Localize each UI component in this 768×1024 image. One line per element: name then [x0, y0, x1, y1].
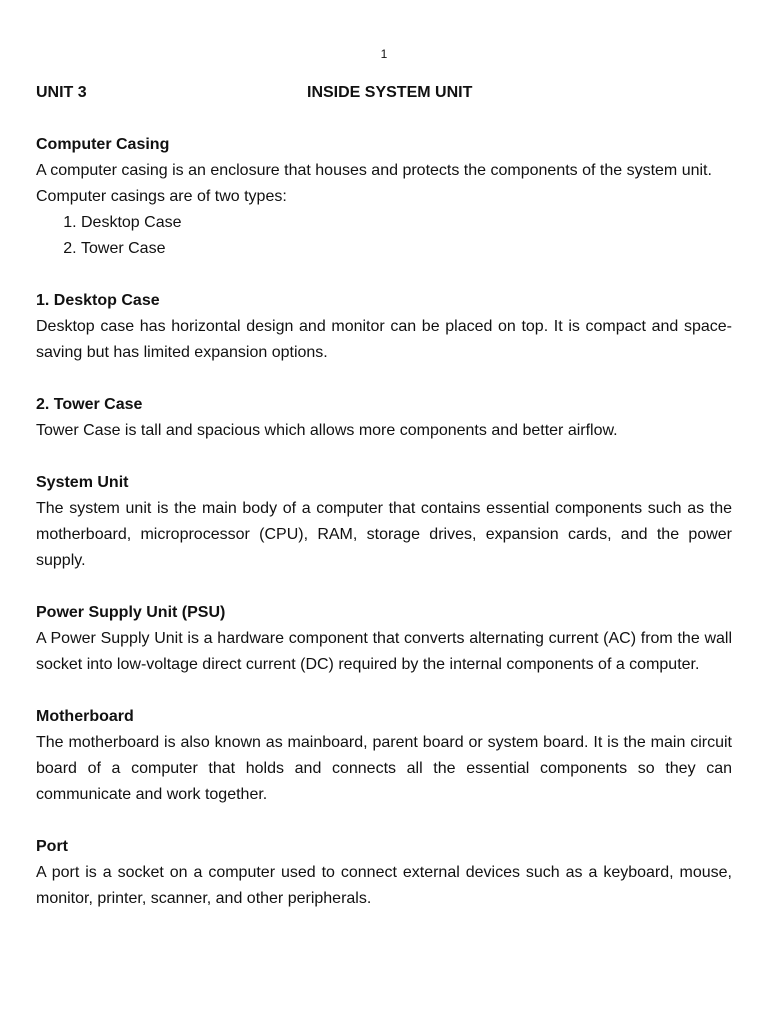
document-header [36, 80, 732, 106]
section-heading: Port [36, 838, 68, 855]
spacer [36, 366, 732, 392]
section-heading: 2. Tower Case [36, 396, 143, 413]
section-heading: 1. Desktop Case [36, 292, 160, 309]
section-text: Tower Case is tall and spacious which allows more components and better airflow. [36, 422, 618, 439]
spacer [36, 678, 732, 704]
section-text: A computer casing is an enclosure that houses and protects the components of the system unit. [36, 162, 712, 179]
section-tower-case [36, 392, 732, 444]
section-text: A Power Supply Unit is a hardware component that converts alternating current (AC) from the wall socket into low-voltage direct current (DC) required by the internal components of a computer. [36, 630, 732, 673]
list-item: 1. Desktop Case [81, 210, 732, 236]
section-desktop-case [36, 288, 732, 366]
section-heading: Power Supply Unit (PSU) [36, 604, 226, 621]
types-intro: Computer casings are of two types: [36, 188, 287, 205]
document-title: INSIDE SYSTEM UNIT [307, 84, 473, 101]
section-computer-casing [36, 132, 732, 262]
unit-label: UNIT 3 [36, 84, 87, 101]
section-text: A port is a socket on a computer used to connect external devices such as a keyboard, mouse, monitor, printer, scanner, and other peripherals. [36, 864, 732, 907]
page-number: 1 [380, 47, 388, 61]
section-port [36, 834, 732, 912]
section-text: Desktop case has horizontal design and monitor can be placed on top. It is compact and space-saving but has limited expansion options. [36, 318, 732, 361]
section-heading: System Unit [36, 474, 129, 491]
section-psu [36, 600, 732, 678]
section-motherboard [36, 704, 732, 808]
document-body [36, 80, 732, 912]
section-heading: Computer Casing [36, 136, 170, 153]
section-system-unit [36, 470, 732, 574]
spacer [36, 808, 732, 834]
spacer [36, 262, 732, 288]
section-text: The motherboard is also known as mainboard, parent board or system board. It is the main circuit board of a computer that holds and connects all the essential components so they can communicate and work together. [36, 734, 732, 803]
spacer [36, 444, 732, 470]
section-text: The system unit is the main body of a computer that contains essential components such as the motherboard, microprocessor (CPU), RAM, storage drives, expansion cards, and the power supply. [36, 500, 732, 569]
spacer [36, 106, 732, 132]
casing-types-list [36, 210, 732, 262]
section-heading: Motherboard [36, 708, 134, 725]
spacer [36, 574, 732, 600]
list-item: 2. Tower Case [81, 236, 732, 262]
